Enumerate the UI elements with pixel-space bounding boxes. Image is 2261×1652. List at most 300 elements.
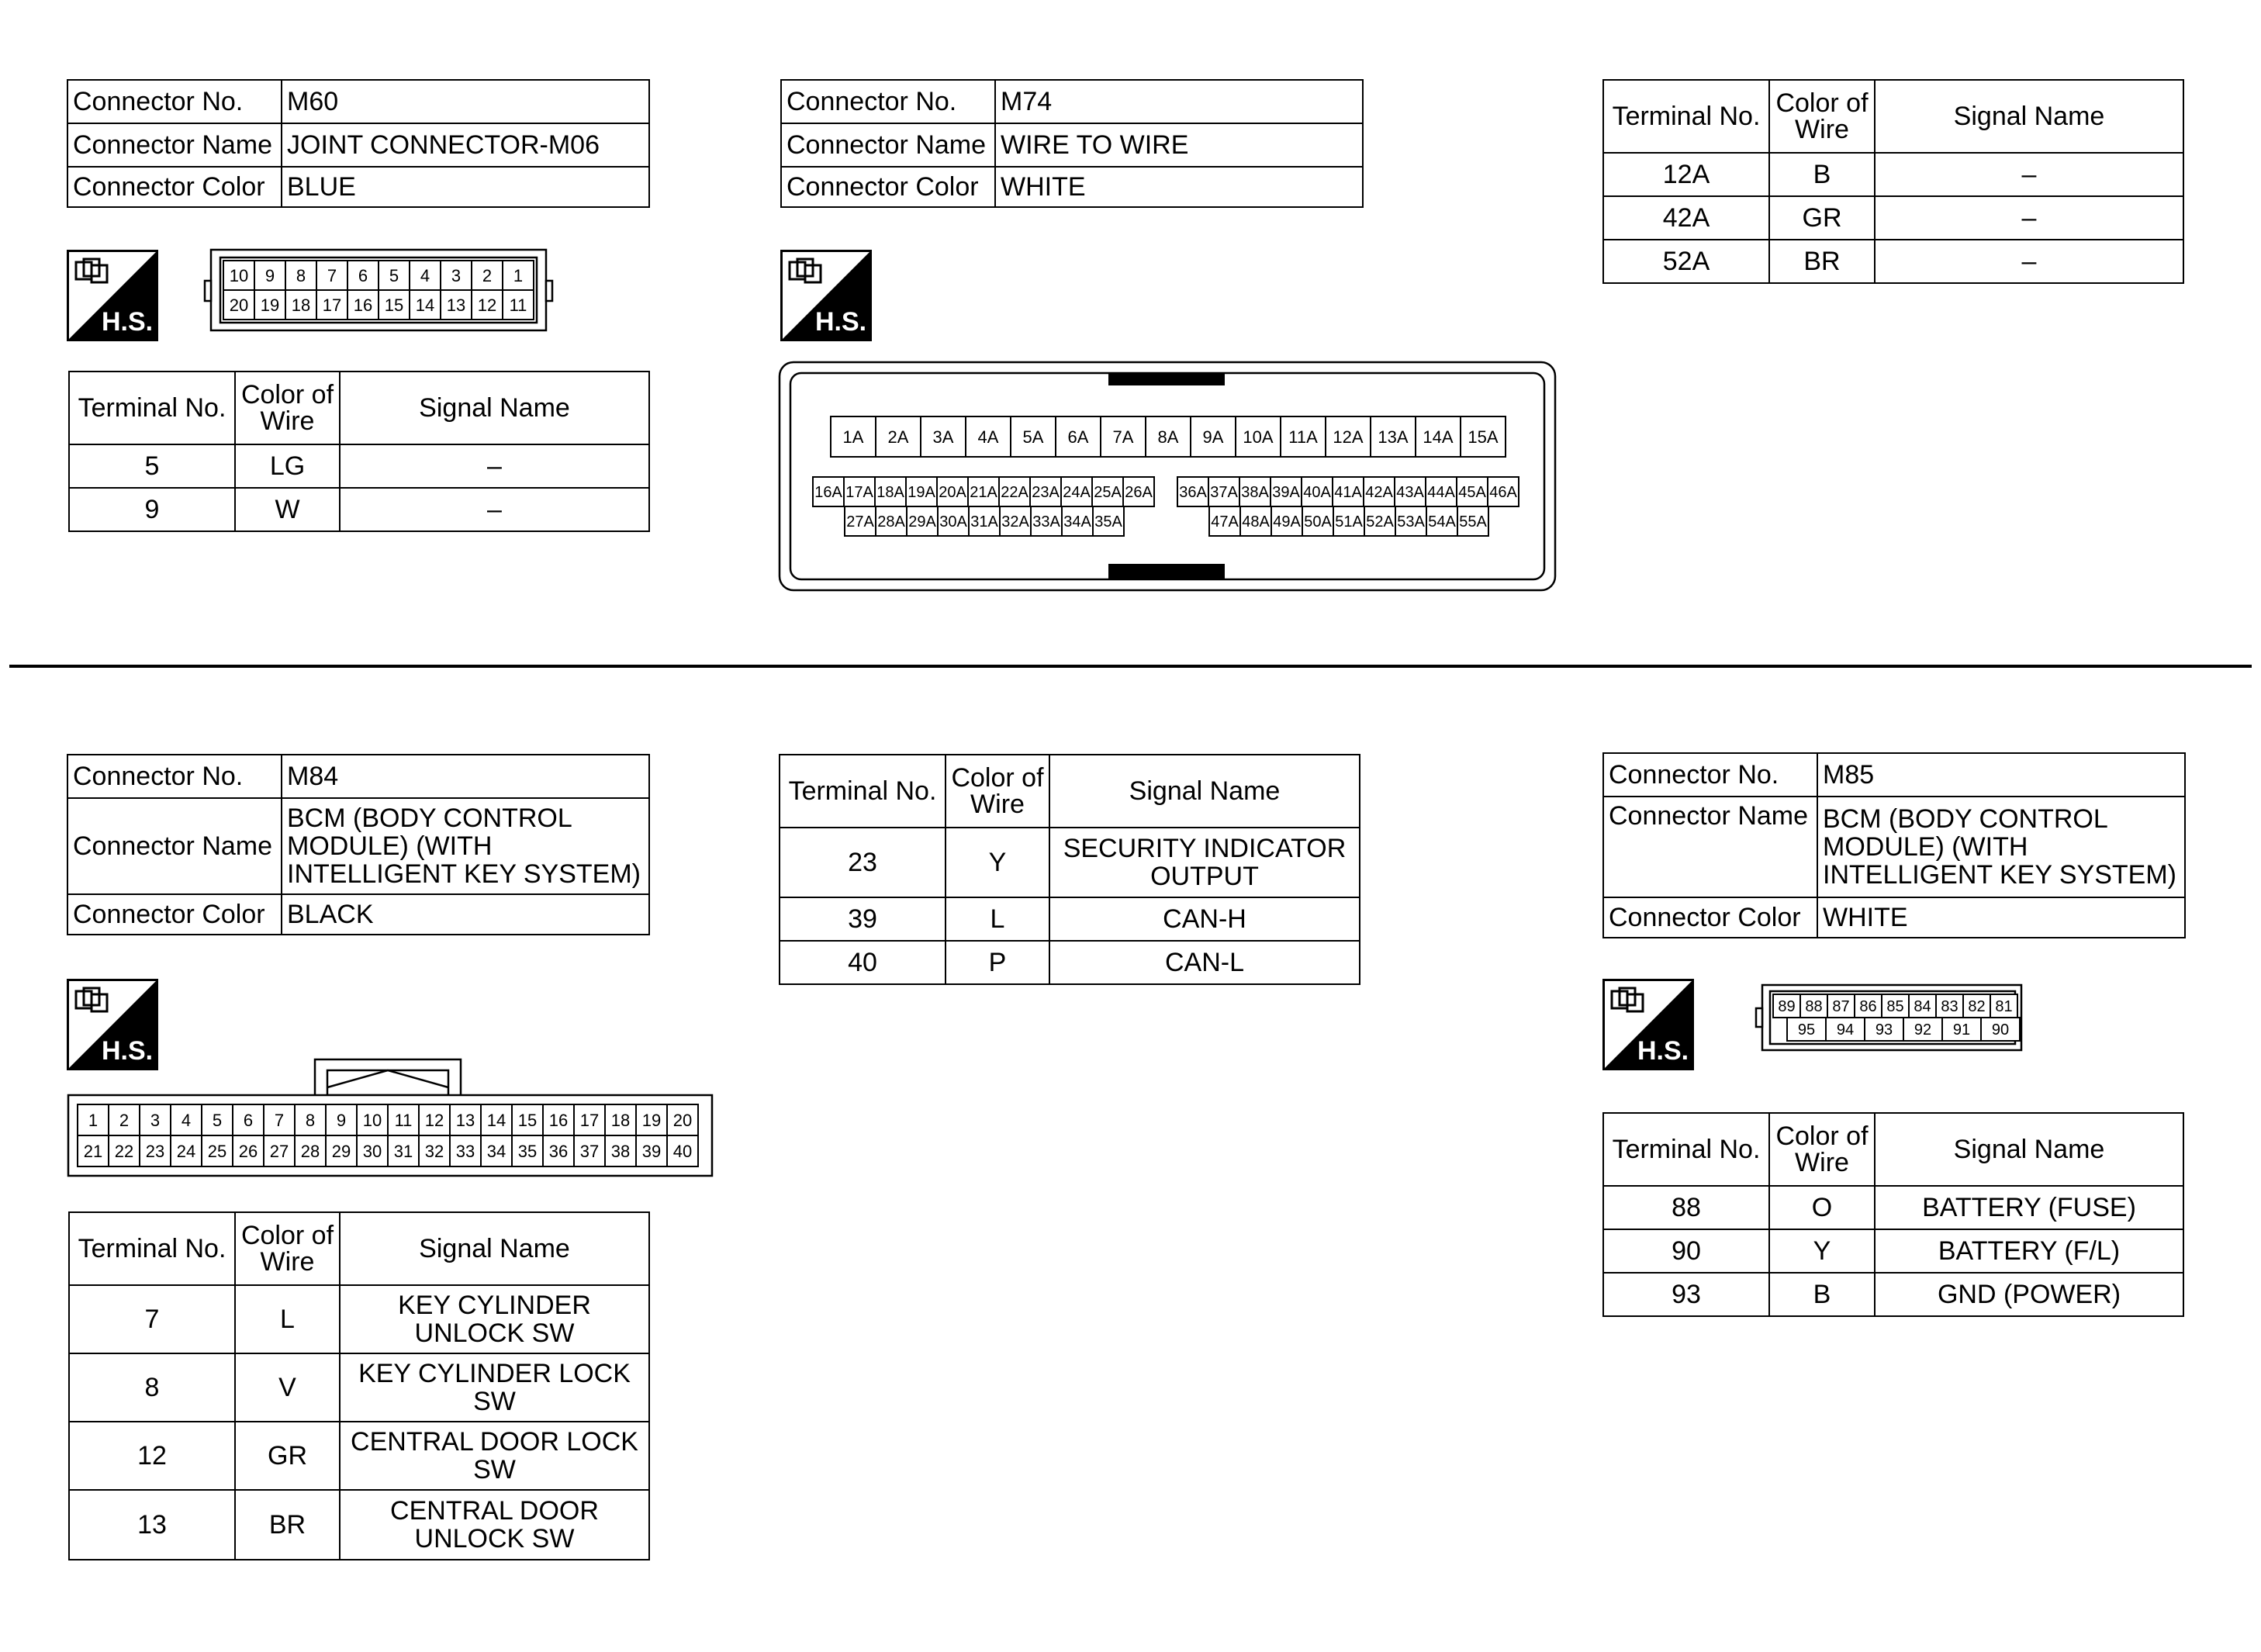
signal-name: CENTRAL DOOR UNLOCK SW xyxy=(340,1490,649,1560)
terminal-pin xyxy=(1773,994,1800,1018)
pin-label: 81 xyxy=(1995,998,2013,1016)
connector-no: M74 xyxy=(995,80,1363,123)
terminal-pin xyxy=(1990,994,2017,1018)
terminal-pin xyxy=(1061,477,1092,506)
m74-terminal-table xyxy=(1602,79,2184,284)
pin-label: 22A xyxy=(1001,484,1029,502)
terminal-pin xyxy=(481,1104,512,1135)
terminal-pin xyxy=(347,261,379,290)
pin-label: 40A xyxy=(1303,484,1331,502)
terminal-pin xyxy=(1093,506,1124,536)
pin-label: 14 xyxy=(415,295,435,315)
m84-connector-face xyxy=(67,1056,715,1179)
terminal-no: 8 xyxy=(69,1353,235,1422)
terminal-pin xyxy=(605,1135,636,1166)
pin-label: 87 xyxy=(1832,998,1850,1016)
terminal-pin xyxy=(907,506,938,536)
pin-label: 35A xyxy=(1094,513,1122,531)
pin-label: 10 xyxy=(229,265,249,285)
wire-color: LG xyxy=(235,444,340,488)
header-terminal-no: Terminal No. xyxy=(69,1212,235,1285)
harness-side-icon xyxy=(67,250,158,341)
pin-label: 13A xyxy=(1378,427,1409,447)
terminal-pin xyxy=(202,1135,233,1166)
pin-label: 48A xyxy=(1242,513,1270,531)
terminal-pin xyxy=(875,477,906,506)
terminal-no: 42A xyxy=(1603,196,1769,240)
terminal-pin xyxy=(1855,994,1882,1018)
wire-color: O xyxy=(1769,1186,1875,1229)
terminal-pin xyxy=(844,477,875,506)
terminal-pin xyxy=(295,1135,326,1166)
info-label: Connector Color xyxy=(67,167,282,207)
terminal-pin xyxy=(1963,994,1990,1018)
pin-label: 55A xyxy=(1459,513,1487,531)
terminal-pin xyxy=(966,416,1011,457)
pin-label: 4 xyxy=(420,265,430,285)
terminal-pin xyxy=(1239,477,1271,506)
pin-label: 31A xyxy=(970,513,998,531)
pin-label: 50A xyxy=(1304,513,1332,531)
header-signal-name: Signal Name xyxy=(1049,755,1360,828)
terminal-pin xyxy=(410,290,441,320)
header-color-of-wire: Color of Wire xyxy=(235,372,340,444)
m60-info-table xyxy=(67,79,650,208)
pin-label: 7 xyxy=(274,1110,285,1130)
terminal-pin xyxy=(441,290,472,320)
terminal-pin xyxy=(379,290,410,320)
hs-label: H.S. xyxy=(101,1036,154,1066)
terminal-pin xyxy=(264,1104,295,1135)
pin-label: 8 xyxy=(305,1110,316,1130)
pin-label: 91 xyxy=(1952,1021,1971,1039)
pin-label: 11A xyxy=(1288,427,1318,447)
header-signal-name: Signal Name xyxy=(340,1212,649,1285)
terminal-pin xyxy=(1031,506,1062,536)
wire-color: BR xyxy=(1769,240,1875,283)
info-label: Connector Name xyxy=(781,123,995,167)
pin-label: 84 xyxy=(1914,998,1931,1016)
terminal-pin xyxy=(1062,506,1093,536)
pin-label: 14 xyxy=(486,1110,506,1130)
terminal-pin xyxy=(1800,994,1827,1018)
terminal-no: 12 xyxy=(69,1422,235,1490)
terminal-pin xyxy=(1395,477,1426,506)
terminal-pin xyxy=(1364,477,1395,506)
pin-label: 39A xyxy=(1272,484,1300,502)
pin-label: 38A xyxy=(1241,484,1269,502)
header-color-of-wire: Color of Wire xyxy=(1769,80,1875,153)
terminal-pin xyxy=(223,290,254,320)
connector-color: BLACK xyxy=(282,894,649,935)
pin-label: 11 xyxy=(394,1110,413,1130)
terminal-pin xyxy=(295,1104,326,1135)
info-label: Connector Name xyxy=(67,798,282,894)
pin-label: 13 xyxy=(446,295,466,315)
connector-color: BLUE xyxy=(282,167,649,207)
terminal-pin xyxy=(326,1135,357,1166)
terminal-pin xyxy=(512,1104,543,1135)
pin-label: 1 xyxy=(513,265,524,285)
terminal-pin xyxy=(78,1135,109,1166)
pin-label: 46A xyxy=(1489,484,1517,502)
pin-label: 19 xyxy=(641,1110,662,1130)
pin-label: 30 xyxy=(362,1141,382,1161)
pin-label: 24A xyxy=(1063,484,1091,502)
terminal-pin xyxy=(109,1104,140,1135)
header-terminal-no: Terminal No. xyxy=(780,755,946,828)
terminal-pin xyxy=(1882,994,1909,1018)
pin-label: 8 xyxy=(296,265,306,285)
pin-label: 33 xyxy=(455,1141,475,1161)
terminal-pin xyxy=(441,261,472,290)
terminal-pin xyxy=(1209,506,1240,536)
terminal-pin xyxy=(636,1104,667,1135)
pin-label: 85 xyxy=(1886,998,1904,1016)
terminal-pin xyxy=(1865,1018,1903,1041)
wire-color: P xyxy=(946,941,1049,984)
pin-label: 18 xyxy=(291,295,311,315)
terminal-pin xyxy=(1011,416,1056,457)
terminal-pin xyxy=(140,1135,171,1166)
terminal-pin xyxy=(140,1104,171,1135)
pin-label: 19 xyxy=(260,295,280,315)
m84-terminal-table xyxy=(68,1211,650,1560)
terminal-pin xyxy=(1240,506,1271,536)
pin-label: 19A xyxy=(908,484,935,502)
pin-label: 37A xyxy=(1210,484,1238,502)
pin-label: 12 xyxy=(424,1110,444,1130)
pin-label: 4A xyxy=(977,427,999,447)
pin-label: 88 xyxy=(1805,998,1823,1016)
terminal-pin xyxy=(1395,506,1426,536)
terminal-no: 7 xyxy=(69,1285,235,1353)
info-label: Connector No. xyxy=(67,80,282,123)
pin-label: 45A xyxy=(1458,484,1486,502)
signal-name: GND (POWER) xyxy=(1875,1273,2183,1316)
pin-label: 7A xyxy=(1112,427,1134,447)
pin-label: 5 xyxy=(212,1110,223,1130)
terminal-pin xyxy=(503,261,534,290)
terminal-pin xyxy=(450,1135,481,1166)
pin-label: 18A xyxy=(876,484,904,502)
terminal-pin xyxy=(78,1104,109,1135)
terminal-pin xyxy=(233,1104,264,1135)
wire-color: L xyxy=(946,897,1049,941)
terminal-pin xyxy=(223,261,254,290)
info-label: Connector No. xyxy=(67,755,282,798)
terminal-pin xyxy=(1981,1018,2020,1041)
info-label: Connector Color xyxy=(1603,897,1817,938)
pin-label: 37 xyxy=(579,1141,600,1161)
pin-label: 90 xyxy=(1991,1021,2010,1039)
pin-label: 24 xyxy=(176,1141,196,1161)
pin-label: 9 xyxy=(264,265,275,285)
terminal-pin xyxy=(472,290,503,320)
pin-label: 16 xyxy=(353,295,373,315)
pin-label: 28 xyxy=(300,1141,320,1161)
pin-label: 23 xyxy=(145,1141,165,1161)
pin-label: 11 xyxy=(509,295,527,315)
terminal-pin xyxy=(1371,416,1416,457)
pin-label: 15 xyxy=(517,1110,538,1130)
terminal-pin xyxy=(1208,477,1239,506)
pin-label: 16 xyxy=(548,1110,569,1130)
signal-name: – xyxy=(1875,240,2183,283)
signal-name: CENTRAL DOOR LOCK SW xyxy=(340,1422,649,1490)
terminal-pin xyxy=(357,1135,388,1166)
pin-label: 17A xyxy=(845,484,873,502)
terminal-no: 40 xyxy=(780,941,946,984)
pin-label: 41A xyxy=(1334,484,1362,502)
pin-label: 9A xyxy=(1202,427,1224,447)
info-label: Connector No. xyxy=(781,80,995,123)
terminal-pin xyxy=(450,1104,481,1135)
pin-label: 53A xyxy=(1397,513,1425,531)
pin-label: 36 xyxy=(548,1141,569,1161)
terminal-pin xyxy=(1302,506,1333,536)
signal-name: KEY CYLINDER UNLOCK SW xyxy=(340,1285,649,1353)
terminal-pin xyxy=(1457,506,1488,536)
pin-label: 35 xyxy=(517,1141,538,1161)
connector-no: M84 xyxy=(282,755,649,798)
pin-label: 42A xyxy=(1365,484,1393,502)
wire-color: B xyxy=(1769,153,1875,196)
header-terminal-no: Terminal No. xyxy=(1603,80,1769,153)
pin-label: 27 xyxy=(269,1141,289,1161)
terminal-pin xyxy=(1457,477,1488,506)
terminal-pin xyxy=(543,1135,574,1166)
pin-label: 86 xyxy=(1859,998,1877,1016)
pin-label: 13 xyxy=(455,1110,475,1130)
terminal-pin xyxy=(503,290,534,320)
wire-color: GR xyxy=(235,1422,340,1490)
terminal-pin xyxy=(410,261,441,290)
pin-label: 17 xyxy=(322,295,342,315)
pin-label: 92 xyxy=(1914,1021,1932,1039)
terminal-pin xyxy=(1364,506,1395,536)
header-signal-name: Signal Name xyxy=(1875,80,2183,153)
terminal-pin xyxy=(357,1104,388,1135)
m85-info-table xyxy=(1602,752,2186,938)
pin-label: 3 xyxy=(150,1110,161,1130)
m84-info-table xyxy=(67,754,650,935)
pin-label: 2 xyxy=(119,1110,130,1130)
terminal-pin xyxy=(1236,416,1281,457)
terminal-no: 23 xyxy=(780,828,946,897)
terminal-pin xyxy=(969,506,1000,536)
terminal-pin xyxy=(1101,416,1146,457)
pin-label: 36A xyxy=(1179,484,1207,502)
pin-label: 29A xyxy=(908,513,936,531)
pin-label: 2A xyxy=(887,427,909,447)
terminal-no: 12A xyxy=(1603,153,1769,196)
terminal-pin xyxy=(667,1135,698,1166)
terminal-pin xyxy=(1000,506,1031,536)
pin-label: 51A xyxy=(1335,513,1363,531)
pin-label: 26A xyxy=(1125,484,1153,502)
terminal-pin xyxy=(316,290,347,320)
terminal-pin xyxy=(171,1135,202,1166)
connector-color: WHITE xyxy=(995,167,1363,207)
harness-side-icon xyxy=(1602,979,1694,1070)
terminal-pin xyxy=(1326,416,1371,457)
terminal-no: 13 xyxy=(69,1490,235,1560)
terminal-pin xyxy=(1271,477,1302,506)
m74-info-table xyxy=(780,79,1364,208)
terminal-pin xyxy=(968,477,999,506)
pin-label: 38 xyxy=(610,1141,631,1161)
terminal-pin xyxy=(1123,477,1154,506)
pin-label: 4 xyxy=(181,1110,192,1130)
terminal-pin xyxy=(1426,477,1457,506)
pin-label: 18 xyxy=(610,1110,631,1130)
pin-label: 15A xyxy=(1468,427,1499,447)
header-terminal-no: Terminal No. xyxy=(69,372,235,444)
pin-label: 25 xyxy=(207,1141,227,1161)
terminal-pin xyxy=(254,290,285,320)
pin-label: 7 xyxy=(327,265,337,285)
terminal-pin xyxy=(264,1135,295,1166)
info-label: Connector Color xyxy=(781,167,995,207)
pin-label: 54A xyxy=(1428,513,1456,531)
terminal-pin xyxy=(999,477,1030,506)
pin-label: 83 xyxy=(1941,998,1958,1016)
terminal-pin xyxy=(347,290,379,320)
terminal-pin xyxy=(202,1104,233,1135)
m60-connector-face xyxy=(200,248,557,334)
terminal-pin xyxy=(845,506,876,536)
pin-label: 6 xyxy=(243,1110,254,1130)
header-color-of-wire: Color of Wire xyxy=(1769,1113,1875,1186)
wire-color: BR xyxy=(235,1490,340,1560)
m85-terminal-table xyxy=(1602,1112,2184,1317)
terminal-pin xyxy=(921,416,966,457)
connector-name: BCM (BODY CONTROL MODULE) (WITH INTELLIGENT KEY SYSTEM) xyxy=(282,798,649,894)
pin-label: 21A xyxy=(970,484,997,502)
pin-label: 3 xyxy=(451,265,462,285)
terminal-pin xyxy=(419,1104,450,1135)
terminal-pin xyxy=(285,290,316,320)
pin-label: 23A xyxy=(1032,484,1060,502)
signal-name: – xyxy=(1875,196,2183,240)
wire-color: GR xyxy=(1769,196,1875,240)
header-signal-name: Signal Name xyxy=(340,372,649,444)
terminal-pin xyxy=(1333,506,1364,536)
terminal-pin xyxy=(1461,416,1506,457)
terminal-pin xyxy=(1191,416,1236,457)
terminal-no: 39 xyxy=(780,897,946,941)
terminal-pin xyxy=(109,1135,140,1166)
pin-label: 27A xyxy=(846,513,874,531)
terminal-pin xyxy=(906,477,937,506)
pin-label: 20A xyxy=(939,484,966,502)
terminal-pin xyxy=(171,1104,202,1135)
terminal-pin xyxy=(1271,506,1302,536)
header-signal-name: Signal Name xyxy=(1875,1113,2183,1186)
connector-name: JOINT CONNECTOR-M06 xyxy=(282,123,649,167)
connector-color: WHITE xyxy=(1817,897,2185,938)
pin-label: 31 xyxy=(393,1141,413,1161)
terminal-pin xyxy=(1827,994,1855,1018)
terminal-pin xyxy=(379,261,410,290)
pin-label: 95 xyxy=(1797,1021,1816,1039)
terminal-pin xyxy=(472,261,503,290)
pin-label: 2 xyxy=(482,265,493,285)
pin-label: 39 xyxy=(641,1141,662,1161)
terminal-pin xyxy=(876,506,907,536)
signal-name: – xyxy=(340,488,649,531)
terminal-pin xyxy=(388,1104,419,1135)
pin-label: 1 xyxy=(88,1110,99,1130)
pin-label: 34 xyxy=(486,1141,506,1161)
signal-name: – xyxy=(1875,153,2183,196)
terminal-pin xyxy=(1146,416,1191,457)
signal-name: SECURITY INDICATOR OUTPUT xyxy=(1049,828,1360,897)
terminal-pin xyxy=(938,506,969,536)
wire-color: L xyxy=(235,1285,340,1353)
pin-label: 17 xyxy=(579,1110,600,1130)
pin-label: 8A xyxy=(1157,427,1179,447)
header-terminal-no: Terminal No. xyxy=(1603,1113,1769,1186)
pin-label: 3A xyxy=(932,427,954,447)
terminal-no: 9 xyxy=(69,488,235,531)
harness-side-icon xyxy=(780,250,872,341)
terminal-pin xyxy=(937,477,968,506)
pin-label: 33A xyxy=(1032,513,1060,531)
pin-label: 94 xyxy=(1836,1021,1855,1039)
pin-label: 93 xyxy=(1875,1021,1893,1039)
pin-label: 12 xyxy=(477,295,497,315)
pin-label: 47A xyxy=(1211,513,1239,531)
terminal-pin xyxy=(1909,994,1936,1018)
terminal-pin xyxy=(481,1135,512,1166)
pin-label: 15 xyxy=(384,295,404,315)
signal-name: BATTERY (FUSE) xyxy=(1875,1186,2183,1229)
pin-label: 25A xyxy=(1094,484,1122,502)
terminal-pin xyxy=(636,1135,667,1166)
terminal-pin xyxy=(605,1104,636,1135)
terminal-pin xyxy=(316,261,347,290)
terminal-pin xyxy=(1942,1018,1981,1041)
signal-name: CAN-L xyxy=(1049,941,1360,984)
hs-label: H.S. xyxy=(814,307,867,337)
terminal-pin xyxy=(813,477,844,506)
info-label: Connector No. xyxy=(1603,753,1817,797)
pin-label: 5A xyxy=(1022,427,1044,447)
terminal-no: 93 xyxy=(1603,1273,1769,1316)
terminal-pin xyxy=(1936,994,1963,1018)
pin-label: 16A xyxy=(814,484,842,502)
terminal-pin xyxy=(285,261,316,290)
pin-label: 6A xyxy=(1067,427,1089,447)
terminal-pin xyxy=(1030,477,1061,506)
pin-label: 30A xyxy=(939,513,967,531)
terminal-pin xyxy=(1903,1018,1942,1041)
connector-name: BCM (BODY CONTROL MODULE) (WITH INTELLIGENT KEY SYSTEM) xyxy=(1817,797,2185,897)
signal-name: KEY CYLINDER LOCK SW xyxy=(340,1353,649,1422)
pin-label: 32A xyxy=(1001,513,1029,531)
signal-name: – xyxy=(340,444,649,488)
info-label: Connector Color xyxy=(67,894,282,935)
pin-label: 14A xyxy=(1423,427,1454,447)
info-label: Connector Name xyxy=(1603,797,1817,897)
terminal-pin xyxy=(574,1135,605,1166)
terminal-pin xyxy=(1177,477,1208,506)
pin-label: 49A xyxy=(1273,513,1301,531)
terminal-pin xyxy=(1281,416,1326,457)
pin-label: 43A xyxy=(1396,484,1424,502)
